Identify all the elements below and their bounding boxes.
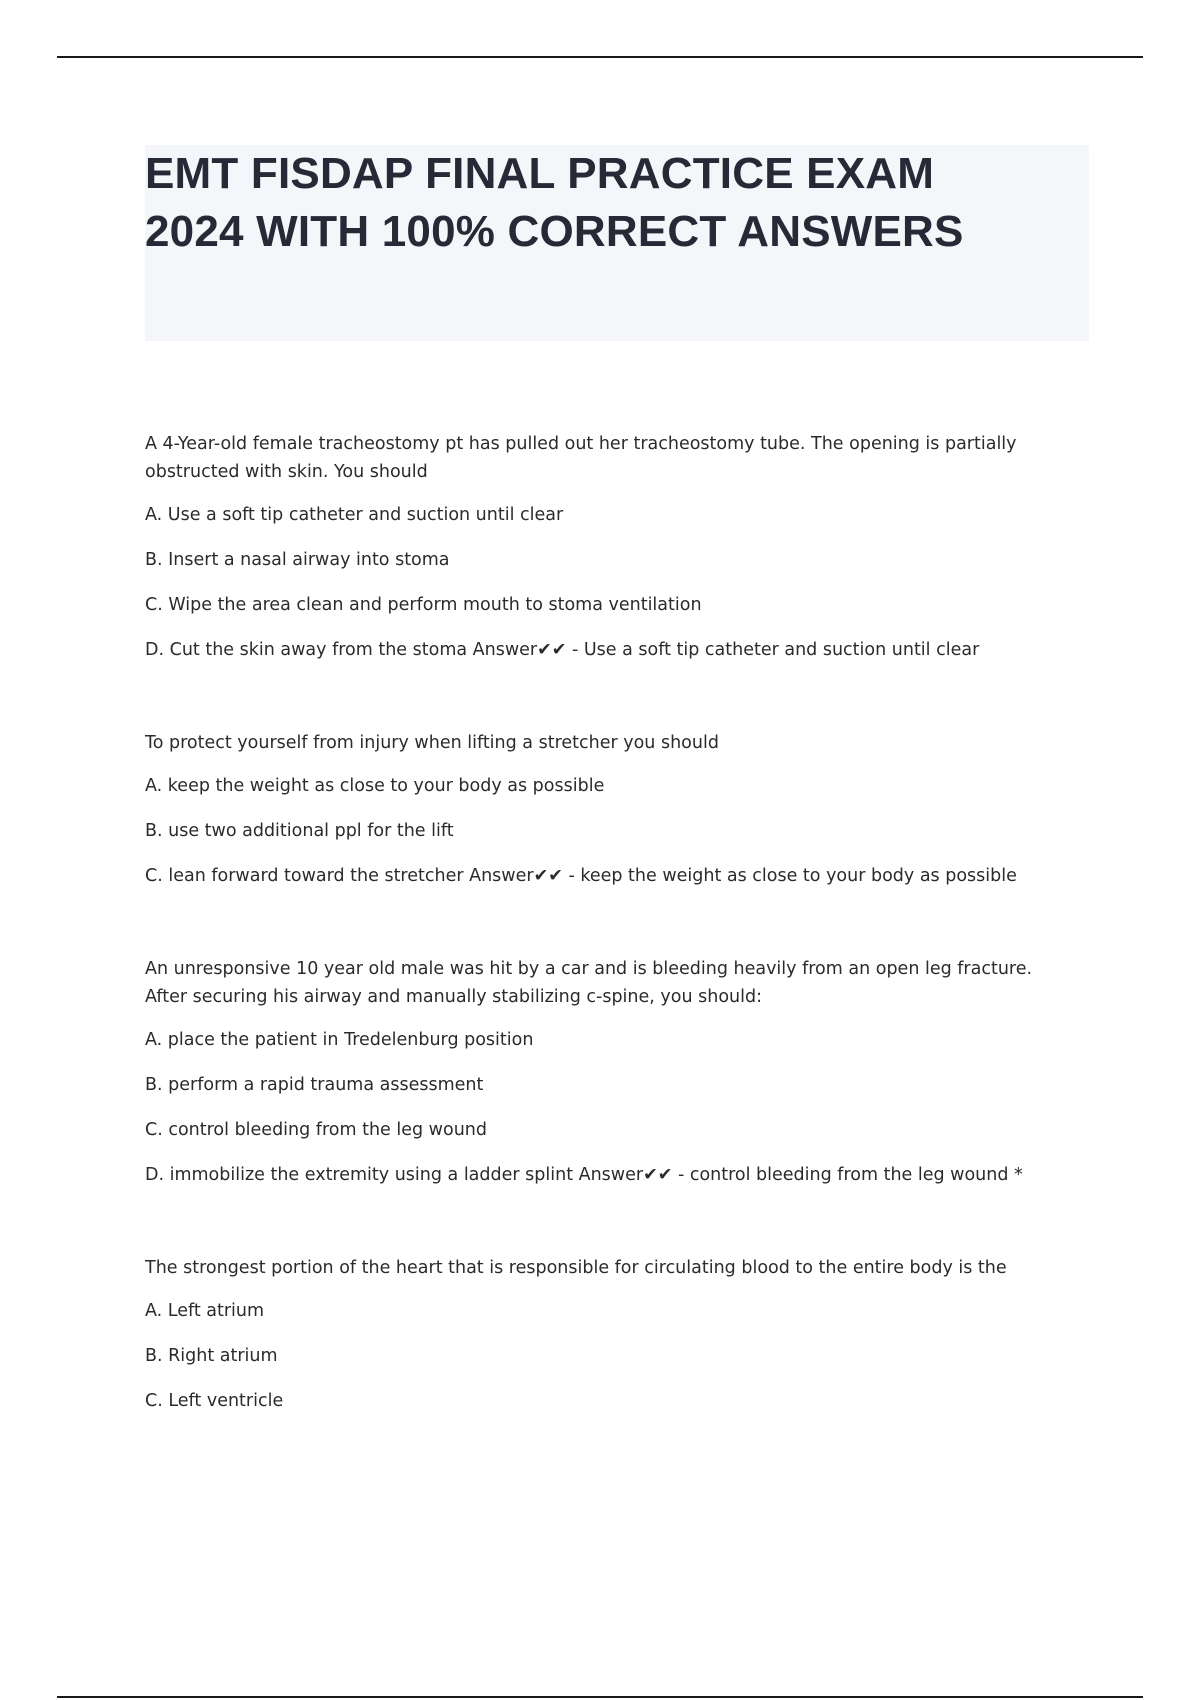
page-title-line-1: EMT FISDAP FINAL PRACTICE EXAM	[145, 149, 935, 198]
option-d-with-answer: D. Cut the skin away from the stoma Answer✔✔ - Use a soft tip catheter and suction until clear	[145, 640, 980, 660]
option-b: B. perform a rapid trauma assessment	[145, 1075, 484, 1095]
question-prompt: An unresponsive 10 year old male was hit by a car and is bleeding heavily from an open leg fracture. After securing his airway and manually stabilizing c-spine, you should:	[145, 959, 1033, 1007]
title-block	[145, 145, 1089, 341]
question-1	[145, 430, 1075, 664]
option-c-with-answer: C. lean forward toward the stretcher Answer✔✔ - keep the weight as close to your body as possible	[145, 866, 1017, 886]
option-c: C. Wipe the area clean and perform mouth to stoma ventilation	[145, 595, 702, 615]
question-2	[145, 729, 1075, 890]
option-c: C. control bleeding from the leg wound	[145, 1120, 487, 1140]
option-c: C. Left ventricle	[145, 1391, 284, 1411]
bottom-rule	[57, 1696, 1143, 1698]
page-title-line-2: 2024 WITH 100% CORRECT ANSWERS	[145, 207, 964, 256]
question-spacer	[145, 1206, 1075, 1254]
question-prompt: A 4-Year-old female tracheostomy pt has pulled out her tracheostomy tube. The opening is partially obstructed with skin. You should	[145, 434, 1017, 482]
question-prompt: To protect yourself from injury when lifting a stretcher you should	[145, 733, 719, 753]
question-spacer	[145, 681, 1075, 729]
option-b: B. Insert a nasal airway into stoma	[145, 550, 450, 570]
question-prompt: The strongest portion of the heart that is responsible for circulating blood to the entire body is the	[145, 1258, 1007, 1278]
option-b: B. Right atrium	[145, 1346, 278, 1366]
option-a: A. Left atrium	[145, 1301, 265, 1321]
question-spacer	[145, 907, 1075, 955]
top-rule	[57, 56, 1143, 58]
option-a: A. keep the weight as close to your body as possible	[145, 776, 605, 796]
question-3	[145, 955, 1075, 1189]
option-a: A. place the patient in Tredelenburg position	[145, 1030, 534, 1050]
option-b: B. use two additional ppl for the lift	[145, 821, 454, 841]
option-a: A. Use a soft tip catheter and suction until clear	[145, 505, 564, 525]
question-list	[145, 430, 1075, 1432]
option-d-with-answer: D. immobilize the extremity using a ladder splint Answer✔✔ - control bleeding from the leg wound *	[145, 1165, 1023, 1185]
question-4	[145, 1254, 1075, 1415]
